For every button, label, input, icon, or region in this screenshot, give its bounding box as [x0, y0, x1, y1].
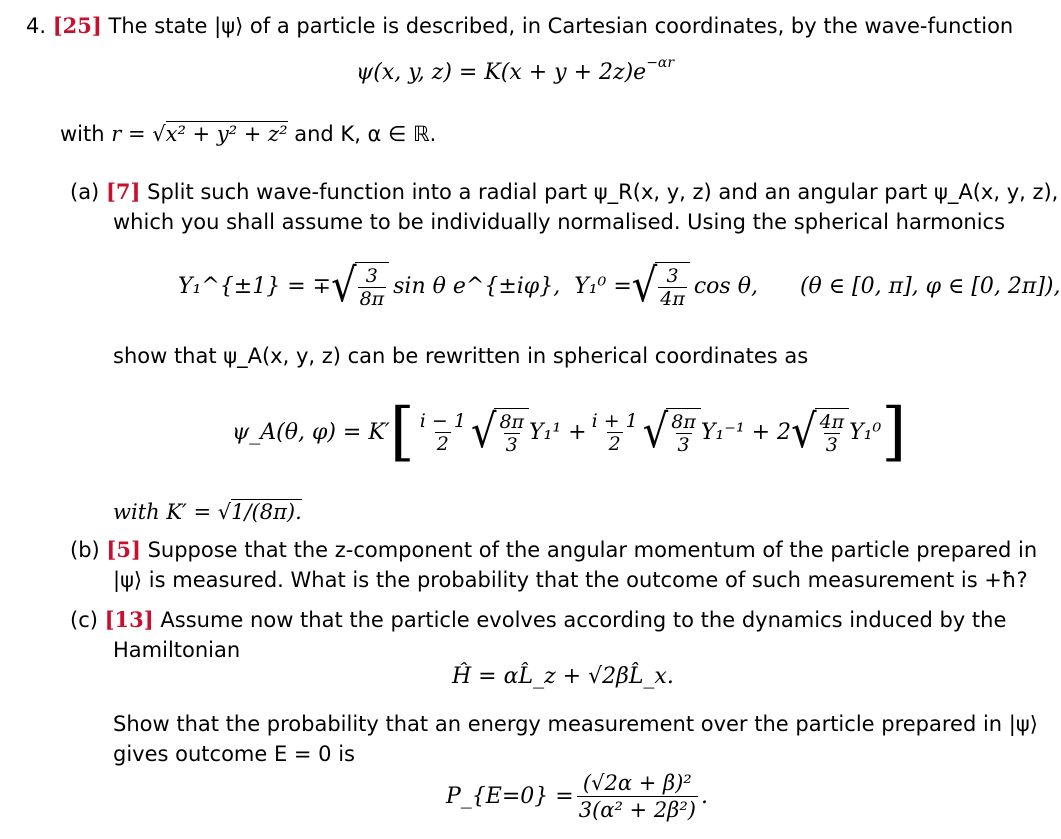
- r1-num: 8π: [499, 411, 525, 433]
- y3-term: Y₁⁰: [849, 419, 882, 445]
- part-b-text1: Suppose that the z-component of the angular momentum of the particle prepared in: [147, 538, 1038, 562]
- r3-den: 3: [825, 434, 838, 456]
- wavefunction-equation: [356, 54, 675, 85]
- prob-end: .: [700, 784, 708, 809]
- wavefunction-text: ψ(x, y, z) = K(x + y + 2z)e: [356, 60, 647, 85]
- prob-lhs: P_{E=0} =: [446, 784, 574, 809]
- kprime-text: with K′ = √: [113, 500, 232, 524]
- prob-num: (√2α + β)²: [582, 771, 692, 795]
- sqrt-1: √ $\frac{3}{8\pi}$: [331, 262, 389, 310]
- part-c-line1: [70, 606, 1006, 634]
- y1-term: Y₁¹ +: [529, 419, 587, 445]
- harmonics-lhs2: Y₁⁰ =: [574, 273, 632, 299]
- part-a-text1: Split such wave-function into a radial part ψ_R(x, y, z) and an angular part ψ_A(x, y, z),: [147, 180, 1059, 204]
- c1-den: 2: [436, 432, 449, 455]
- part-a-label: (a): [70, 180, 100, 204]
- c2-den: 2: [608, 432, 621, 455]
- harmonics-mid1: sin θ e^{±iφ},: [393, 273, 561, 299]
- y2-term: Y₁⁻¹ + 2: [700, 419, 792, 445]
- frac2-den: 4π: [660, 288, 685, 310]
- r2-den: 3: [677, 434, 690, 456]
- harmonics-mid2: cos θ,: [693, 273, 758, 299]
- r3-num: 4π: [819, 411, 845, 433]
- frac2-num: 3: [666, 265, 679, 287]
- kprime-body: 1/(8π).: [231, 500, 302, 524]
- part-a-points: [7]: [105, 179, 141, 204]
- frac1-num: 3: [365, 265, 378, 287]
- part-a-line1: [70, 178, 1058, 206]
- spherical-harmonics-equation: [178, 259, 1061, 313]
- problem-header: [26, 12, 1013, 40]
- hamiltonian-equation: Ĥ = αL̂_z + √2βL̂_x.: [452, 664, 674, 689]
- left-bracket: [: [389, 395, 415, 469]
- part-c-show-line1: Show that the probability that an energy measurement over the particle prepared in |ψ⟩: [113, 712, 1038, 736]
- r2-num: 8π: [671, 411, 696, 433]
- part-a-line2: which you shall assume to be individually normalised. Using the spherical harmonics: [113, 210, 1006, 234]
- c1-num: i − 1: [419, 409, 466, 432]
- problem-points: [25]: [52, 13, 102, 38]
- part-c-label: (c): [70, 608, 98, 632]
- with-suffix: and K, α ∈ ℝ.: [294, 122, 437, 146]
- kprime-line: [113, 498, 302, 526]
- psiA-lhs: ψ_A(θ, φ) = K′: [232, 419, 390, 445]
- with-word: with: [60, 122, 105, 146]
- sqrt-2: √ $\frac{3}{4\pi}$: [632, 262, 690, 310]
- wavefunction-exponent: −αr: [646, 54, 675, 71]
- part-c-points: [13]: [104, 607, 154, 632]
- r-def: r = √: [111, 122, 166, 146]
- r-def-body: x² + y² + z²: [165, 122, 288, 146]
- part-b-points: [5]: [106, 537, 141, 562]
- part-c-show-line2: gives outcome E = 0 is: [113, 742, 355, 766]
- part-b-line2: |ψ⟩ is measured. What is the probability that the outcome of such measurement is +ħ?: [113, 568, 1028, 592]
- part-a-show-text: show that ψ_A(x, y, z) can be rewritten in spherical coordinates as: [113, 344, 809, 368]
- r1-den: 3: [505, 434, 518, 456]
- problem-number: 4.: [26, 14, 47, 38]
- prob-den: 3(α² + 2β²): [578, 798, 696, 822]
- probability-equation: [446, 770, 708, 823]
- part-b-line1: [70, 536, 1037, 564]
- with-line: [60, 120, 436, 148]
- right-bracket: ]: [881, 395, 907, 469]
- problem-intro: The state |ψ⟩ of a particle is described, in Cartesian coordinates, by the wave-function: [108, 14, 1014, 38]
- part-c-text1: Assume now that the particle evolves according to the dynamics induced by the: [160, 608, 1007, 632]
- part-c-line2: Hamiltonian: [113, 638, 241, 662]
- c2-num: i + 1: [591, 409, 638, 432]
- psiA-equation: ψ_A(θ, φ) = K′ [ $\frac{i - 1}{2}$ √ $\frac{8\pi}{3}$ Y₁¹ + $\frac{i + 1}{2}$ √ $\frac{8\pi}{3}$ Y₁⁻¹ + 2 √ $\frac{4\pi}{3}$ Y₁⁰ ]: [232, 395, 907, 469]
- frac1-den: 8π: [359, 288, 385, 310]
- harmonics-lhs1: Y₁^{±1} = ∓: [178, 273, 332, 299]
- harmonics-domain: (θ ∈ [0, π], φ ∈ [0, 2π]),: [799, 273, 1061, 299]
- part-b-label: (b): [70, 538, 100, 562]
